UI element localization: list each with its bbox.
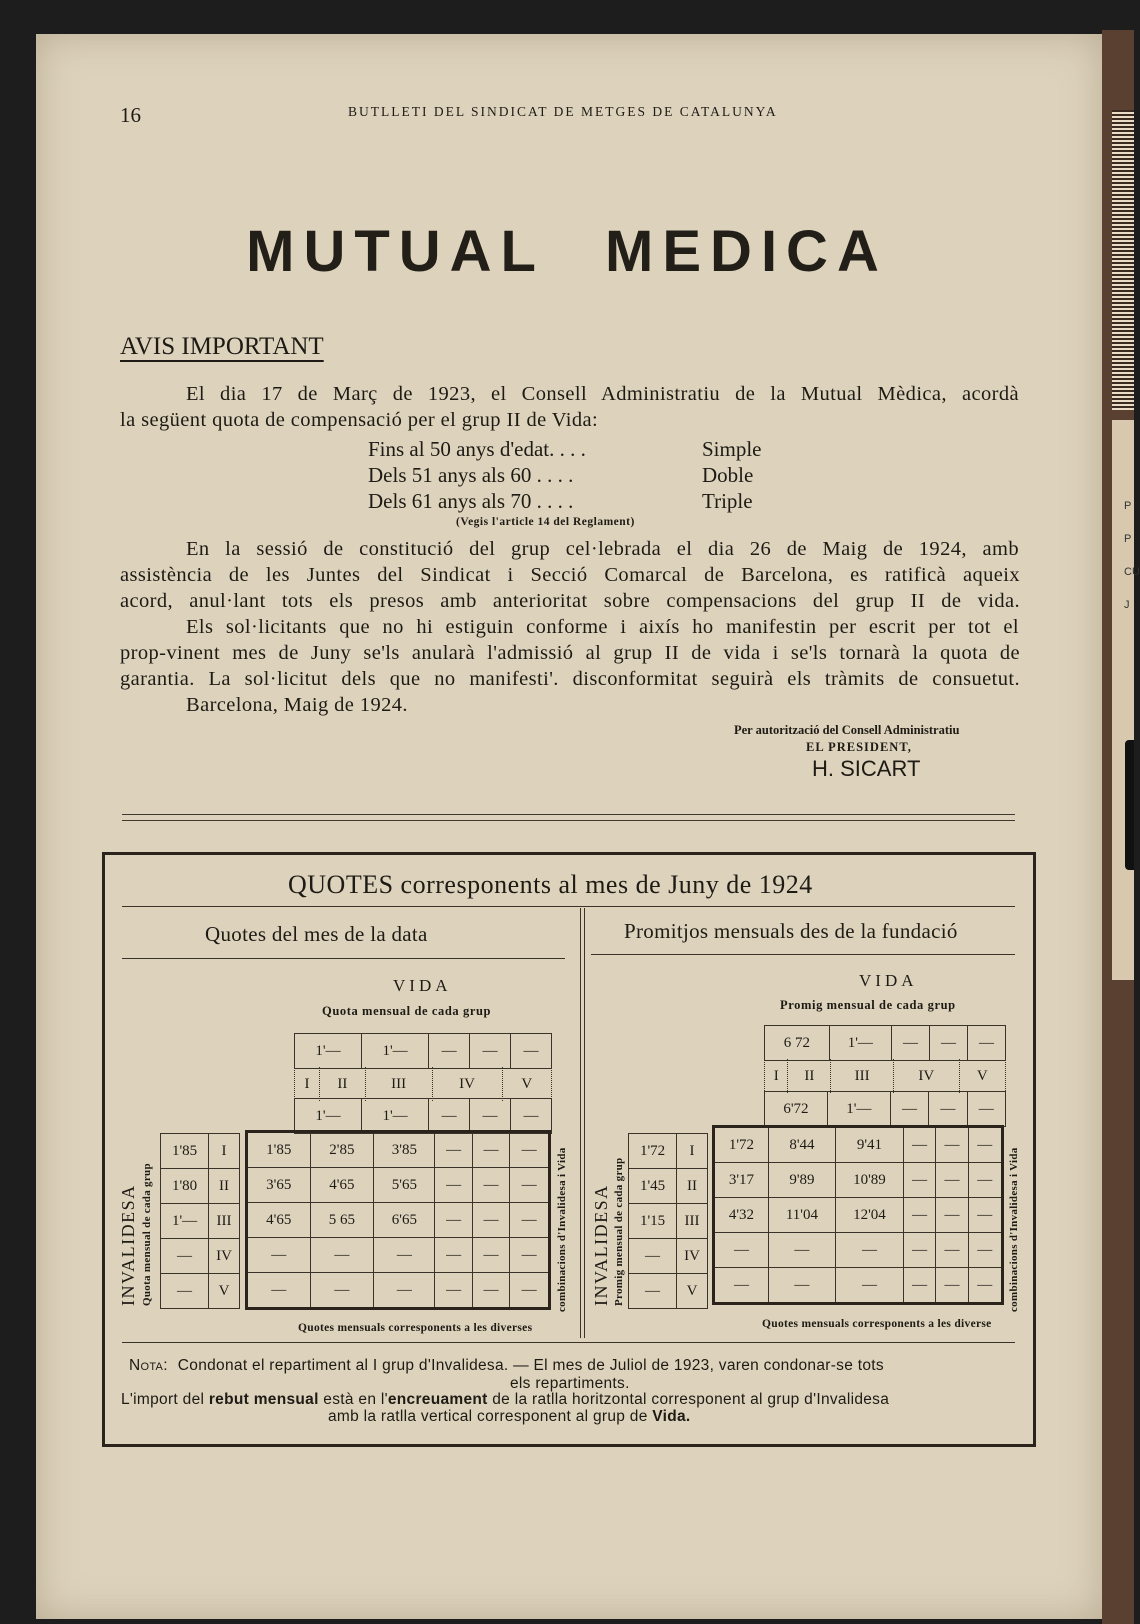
combination-cell: — <box>510 1203 550 1238</box>
nota-label: Nota: <box>129 1357 168 1374</box>
combination-cell: — <box>968 1233 1002 1268</box>
combination-cell: — <box>472 1168 509 1203</box>
right-combination-table <box>712 1125 1004 1305</box>
adjacent-page-letters: P P CU J <box>1124 500 1140 611</box>
vida-group-label: IV <box>432 1067 502 1101</box>
divider-rule <box>122 820 1015 821</box>
inval-group-label: II <box>209 1169 240 1204</box>
vida-average-cell: — <box>967 1026 1005 1061</box>
combination-cell: — <box>903 1163 935 1198</box>
vida-group-label: V <box>959 1059 1005 1093</box>
nota-bold-rebut: rebut mensual <box>208 1391 319 1408</box>
vida-average-cell: — <box>890 1092 928 1127</box>
vida-average-cell: — <box>929 1026 967 1061</box>
vida-group-label: IV <box>893 1059 959 1093</box>
left-heading-rule <box>122 958 565 959</box>
page-number: 16 <box>120 103 141 127</box>
divider-rule <box>122 814 1015 815</box>
notice-p2-line2: assistència de les Juntes del Sindicat i Secció Comarcal de Barcelona, es ratificà aqueix <box>120 564 1020 586</box>
inval-group-label: III <box>209 1204 240 1239</box>
combination-cell: — <box>936 1163 968 1198</box>
inval-group-label: V <box>209 1274 240 1309</box>
combination-cell: 3'85 <box>374 1132 435 1168</box>
combination-cell: — <box>472 1203 509 1238</box>
inval-average-cell: 1'45 <box>629 1169 677 1204</box>
left-vida-top-table <box>294 1033 552 1069</box>
age-rules-table <box>368 436 766 514</box>
vida-group-label: II <box>320 1067 366 1101</box>
nota-bold-vida: Vida. <box>652 1408 691 1425</box>
page-title: MUTUAL MEDICA <box>246 219 888 284</box>
combination-cell: 12'04 <box>835 1198 903 1233</box>
left-vida-label: VIDA <box>393 976 452 995</box>
vida-average-cell: 6 72 <box>765 1026 830 1061</box>
notice-heading: AVIS IMPORTANT <box>120 333 324 360</box>
inval-average-cell: — <box>629 1239 677 1274</box>
right-vida-caption: Promig mensual de cada grup <box>780 998 956 1012</box>
combination-cell: — <box>472 1238 509 1273</box>
nota-line4 <box>328 1408 691 1426</box>
vida-quota-cell: — <box>470 1099 511 1134</box>
vida-quota-cell: — <box>470 1034 511 1069</box>
combination-cell: 3'17 <box>714 1163 769 1198</box>
combination-cell: — <box>435 1168 472 1203</box>
inval-average-cell: 1'72 <box>629 1134 677 1169</box>
combination-cell: — <box>435 1273 472 1309</box>
right-bottom-caption: Quotes mensuals corresponents a les diverse <box>762 1318 992 1330</box>
inval-quota-cell: 1'— <box>161 1204 209 1239</box>
combination-cell: 9'41 <box>835 1127 903 1163</box>
vida-quota-cell: 1'— <box>362 1034 429 1069</box>
combination-cell: — <box>936 1127 968 1163</box>
combination-cell: — <box>510 1273 550 1309</box>
vida-quota-cell: 1'— <box>362 1099 429 1134</box>
inval-average-cell: 1'15 <box>629 1204 677 1239</box>
vida-average-cell: 1'— <box>829 1026 891 1061</box>
combination-cell: 5 65 <box>310 1203 374 1238</box>
combination-cell: — <box>903 1268 935 1304</box>
quotes-box-title: QUOTES corresponents al mes de Juny de 1924 <box>288 870 813 899</box>
notice-p1-line2: la següent quota de compensació per el grup II de Vida: <box>120 409 599 431</box>
combination-cell: 3'65 <box>247 1168 311 1203</box>
combination-cell: 8'44 <box>768 1127 835 1163</box>
combination-cell: — <box>714 1233 769 1268</box>
left-invalidesa-table <box>160 1133 240 1309</box>
combination-cell: 4'32 <box>714 1198 769 1233</box>
notice-p2-line1: En la sessió de constitució del grup cel·lebrada el dia 26 de Maig de 1924, amb <box>186 538 1019 560</box>
combination-cell: 6'65 <box>374 1203 435 1238</box>
inval-quota-cell: — <box>161 1274 209 1309</box>
combination-cell: — <box>936 1268 968 1304</box>
left-vida-caption: Quota mensual de cada grup <box>322 1004 492 1018</box>
right-combination-caption: combinacions d'Invalidesa i Vida <box>1008 1147 1020 1312</box>
vida-average-cell: 1'— <box>827 1092 890 1127</box>
combination-cell: 1'85 <box>247 1132 311 1168</box>
combination-cell: 4'65 <box>247 1203 311 1238</box>
inval-group-label: V <box>677 1274 708 1309</box>
combination-cell: 5'65 <box>374 1168 435 1203</box>
combination-cell: — <box>968 1268 1002 1304</box>
signature-role: EL PRESIDENT, <box>806 740 912 754</box>
combination-cell: — <box>714 1268 769 1304</box>
signature-authorization: Per autorització del Consell Administratiu <box>734 723 960 737</box>
nota-text-3a: L'import del <box>121 1391 209 1408</box>
vida-group-label: II <box>788 1059 831 1093</box>
right-invalidesa-table <box>628 1133 708 1309</box>
vida-group-label: I <box>765 1059 788 1093</box>
combination-cell: — <box>936 1198 968 1233</box>
nota-line1 <box>129 1357 884 1375</box>
right-panel-heading: Promitjos mensuals des de la fundació <box>624 919 958 943</box>
combination-cell: — <box>835 1233 903 1268</box>
rule-type: Simple <box>702 436 762 461</box>
inval-group-label: I <box>209 1134 240 1169</box>
vida-quota-cell: — <box>511 1034 552 1069</box>
combination-cell: 1'72 <box>714 1127 769 1163</box>
rule-range: Dels 61 anys als 70 . . . . <box>368 488 574 513</box>
vida-quota-cell: 1'— <box>295 1099 362 1134</box>
inval-group-label: IV <box>677 1239 708 1274</box>
combination-cell: — <box>374 1238 435 1273</box>
combination-cell: — <box>510 1132 550 1168</box>
nota-text-3e: de la ratlla horitzontal corresponent al grup d'Invalidesa <box>487 1391 890 1408</box>
vida-quota-cell: — <box>429 1099 470 1134</box>
rule-type: Triple <box>702 488 753 513</box>
combination-cell: 11'04 <box>768 1198 835 1233</box>
left-combination-table <box>245 1130 551 1310</box>
right-vida-top-table <box>764 1025 1006 1061</box>
combination-cell: — <box>968 1127 1002 1163</box>
center-divider <box>580 908 581 1338</box>
combination-cell: — <box>247 1273 311 1309</box>
vida-average-cell: — <box>967 1092 1005 1127</box>
right-vida-group-table <box>764 1059 1006 1093</box>
left-invalidesa-caption: Quota mensual de cada grup <box>141 1163 153 1306</box>
combination-cell: — <box>472 1132 509 1168</box>
vida-quota-cell: — <box>429 1034 470 1069</box>
right-vida-second-table <box>764 1091 1006 1127</box>
vida-average-cell: — <box>891 1026 929 1061</box>
spine-shadow <box>1125 740 1134 870</box>
nota-text-4a: amb la ratlla vertical corresponent al grup de <box>328 1408 653 1425</box>
right-heading-rule <box>591 954 1015 955</box>
combination-cell: — <box>968 1198 1002 1233</box>
inval-average-cell: — <box>629 1274 677 1309</box>
left-bottom-caption: Quotes mensuals corresponents a les diverses <box>298 1322 533 1334</box>
combination-cell: 10'89 <box>835 1163 903 1198</box>
combination-cell: 2'85 <box>310 1132 374 1168</box>
vida-group-label: III <box>365 1067 432 1101</box>
combination-cell: — <box>435 1132 472 1168</box>
combination-cell: 4'65 <box>310 1168 374 1203</box>
combination-cell: — <box>310 1273 374 1309</box>
left-combination-caption: combinacions d'Invalidesa i Vida <box>556 1147 568 1312</box>
combination-cell: — <box>247 1238 311 1273</box>
rule-type: Doble <box>702 462 754 487</box>
combination-cell: — <box>768 1268 835 1304</box>
rule-range: Dels 51 anys als 60 . . . . <box>368 462 574 487</box>
inval-group-label: I <box>677 1134 708 1169</box>
combination-cell: — <box>510 1238 550 1273</box>
nota-line2: els repartiments. <box>510 1375 630 1392</box>
nota-text-1: Condonat el repartiment al I grup d'Invalidesa. — El mes de Juliol de 1923, varen condonar-se tots <box>177 1357 884 1374</box>
notice-p3-line1: Els sol·licitants que no hi estiguin conforme i aixís ho manifestin per escrit per tot el <box>186 616 1019 638</box>
combination-cell: 9'89 <box>768 1163 835 1198</box>
right-invalidesa-label: INVALIDESA <box>591 1184 611 1306</box>
combination-cell: — <box>903 1233 935 1268</box>
vida-group-label: V <box>502 1067 551 1101</box>
inval-quota-cell: 1'80 <box>161 1169 209 1204</box>
combination-cell: — <box>768 1233 835 1268</box>
title-underline <box>122 906 1015 907</box>
combination-cell: — <box>510 1168 550 1203</box>
notice-p3-line3: garantia. La sol·licitut dels que no manifesti'. disconformitat seguirà els tràmits de consuetut. <box>120 668 1020 690</box>
center-divider <box>584 908 585 1338</box>
combination-cell: — <box>903 1127 935 1163</box>
inval-quota-cell: — <box>161 1239 209 1274</box>
place-and-date: Barcelona, Maig de 1924. <box>186 694 408 716</box>
vida-group-label: III <box>831 1059 894 1093</box>
combination-cell: — <box>310 1238 374 1273</box>
nota-text-3c: està en l' <box>318 1391 388 1408</box>
vida-average-cell: 6'72 <box>765 1092 828 1127</box>
notice-p1-line1: El dia 17 de Març de 1923, el Consell Administratiu de la Mutual Mèdica, acordà <box>186 383 1019 405</box>
inval-group-label: IV <box>209 1239 240 1274</box>
left-invalidesa-label: INVALIDESA <box>118 1184 138 1306</box>
inval-quota-cell: 1'85 <box>161 1134 209 1169</box>
combination-cell: — <box>435 1238 472 1273</box>
inval-group-label: II <box>677 1169 708 1204</box>
nota-line3 <box>121 1391 889 1409</box>
rule-range: Fins al 50 anys d'edat. . . . <box>368 436 586 461</box>
combination-cell: — <box>968 1163 1002 1198</box>
left-vida-second-table <box>294 1098 552 1134</box>
regulation-reference: (Vegis l'article 14 del Reglament) <box>456 516 635 528</box>
nota-bold-encreuament: encreuament <box>387 1391 488 1408</box>
running-title: BUTLLETI DEL SINDICAT DE METGES DE CATALUNYA <box>348 104 778 119</box>
right-vida-label: VIDA <box>859 971 918 990</box>
vida-quota-cell: — <box>511 1099 552 1134</box>
notice-p3-line2: prop-vinent mes de Juny se'ls anularà l'admissió al grup II de vida i se'ls tornarà la quota de <box>120 642 1020 664</box>
right-invalidesa-caption: Promig mensual de cada grup <box>613 1157 625 1306</box>
left-vida-group-table <box>294 1067 552 1101</box>
vida-quota-cell: 1'— <box>295 1034 362 1069</box>
vida-average-cell: — <box>929 1092 967 1127</box>
inval-group-label: III <box>677 1204 708 1239</box>
vida-group-label: I <box>295 1067 320 1101</box>
combination-cell: — <box>435 1203 472 1238</box>
nota-rule <box>122 1342 1015 1343</box>
notice-p2-line3: acord, anul·lant tots els presos amb anterioritat sobre compensacions del grup II de vida. <box>120 590 1020 612</box>
combination-cell: — <box>374 1273 435 1309</box>
left-panel-heading: Quotes del mes de la data <box>205 922 428 946</box>
signature-name: H. SICART <box>812 756 921 781</box>
combination-cell: — <box>903 1198 935 1233</box>
combination-cell: — <box>472 1273 509 1309</box>
combination-cell: — <box>936 1233 968 1268</box>
combination-cell: — <box>835 1268 903 1304</box>
